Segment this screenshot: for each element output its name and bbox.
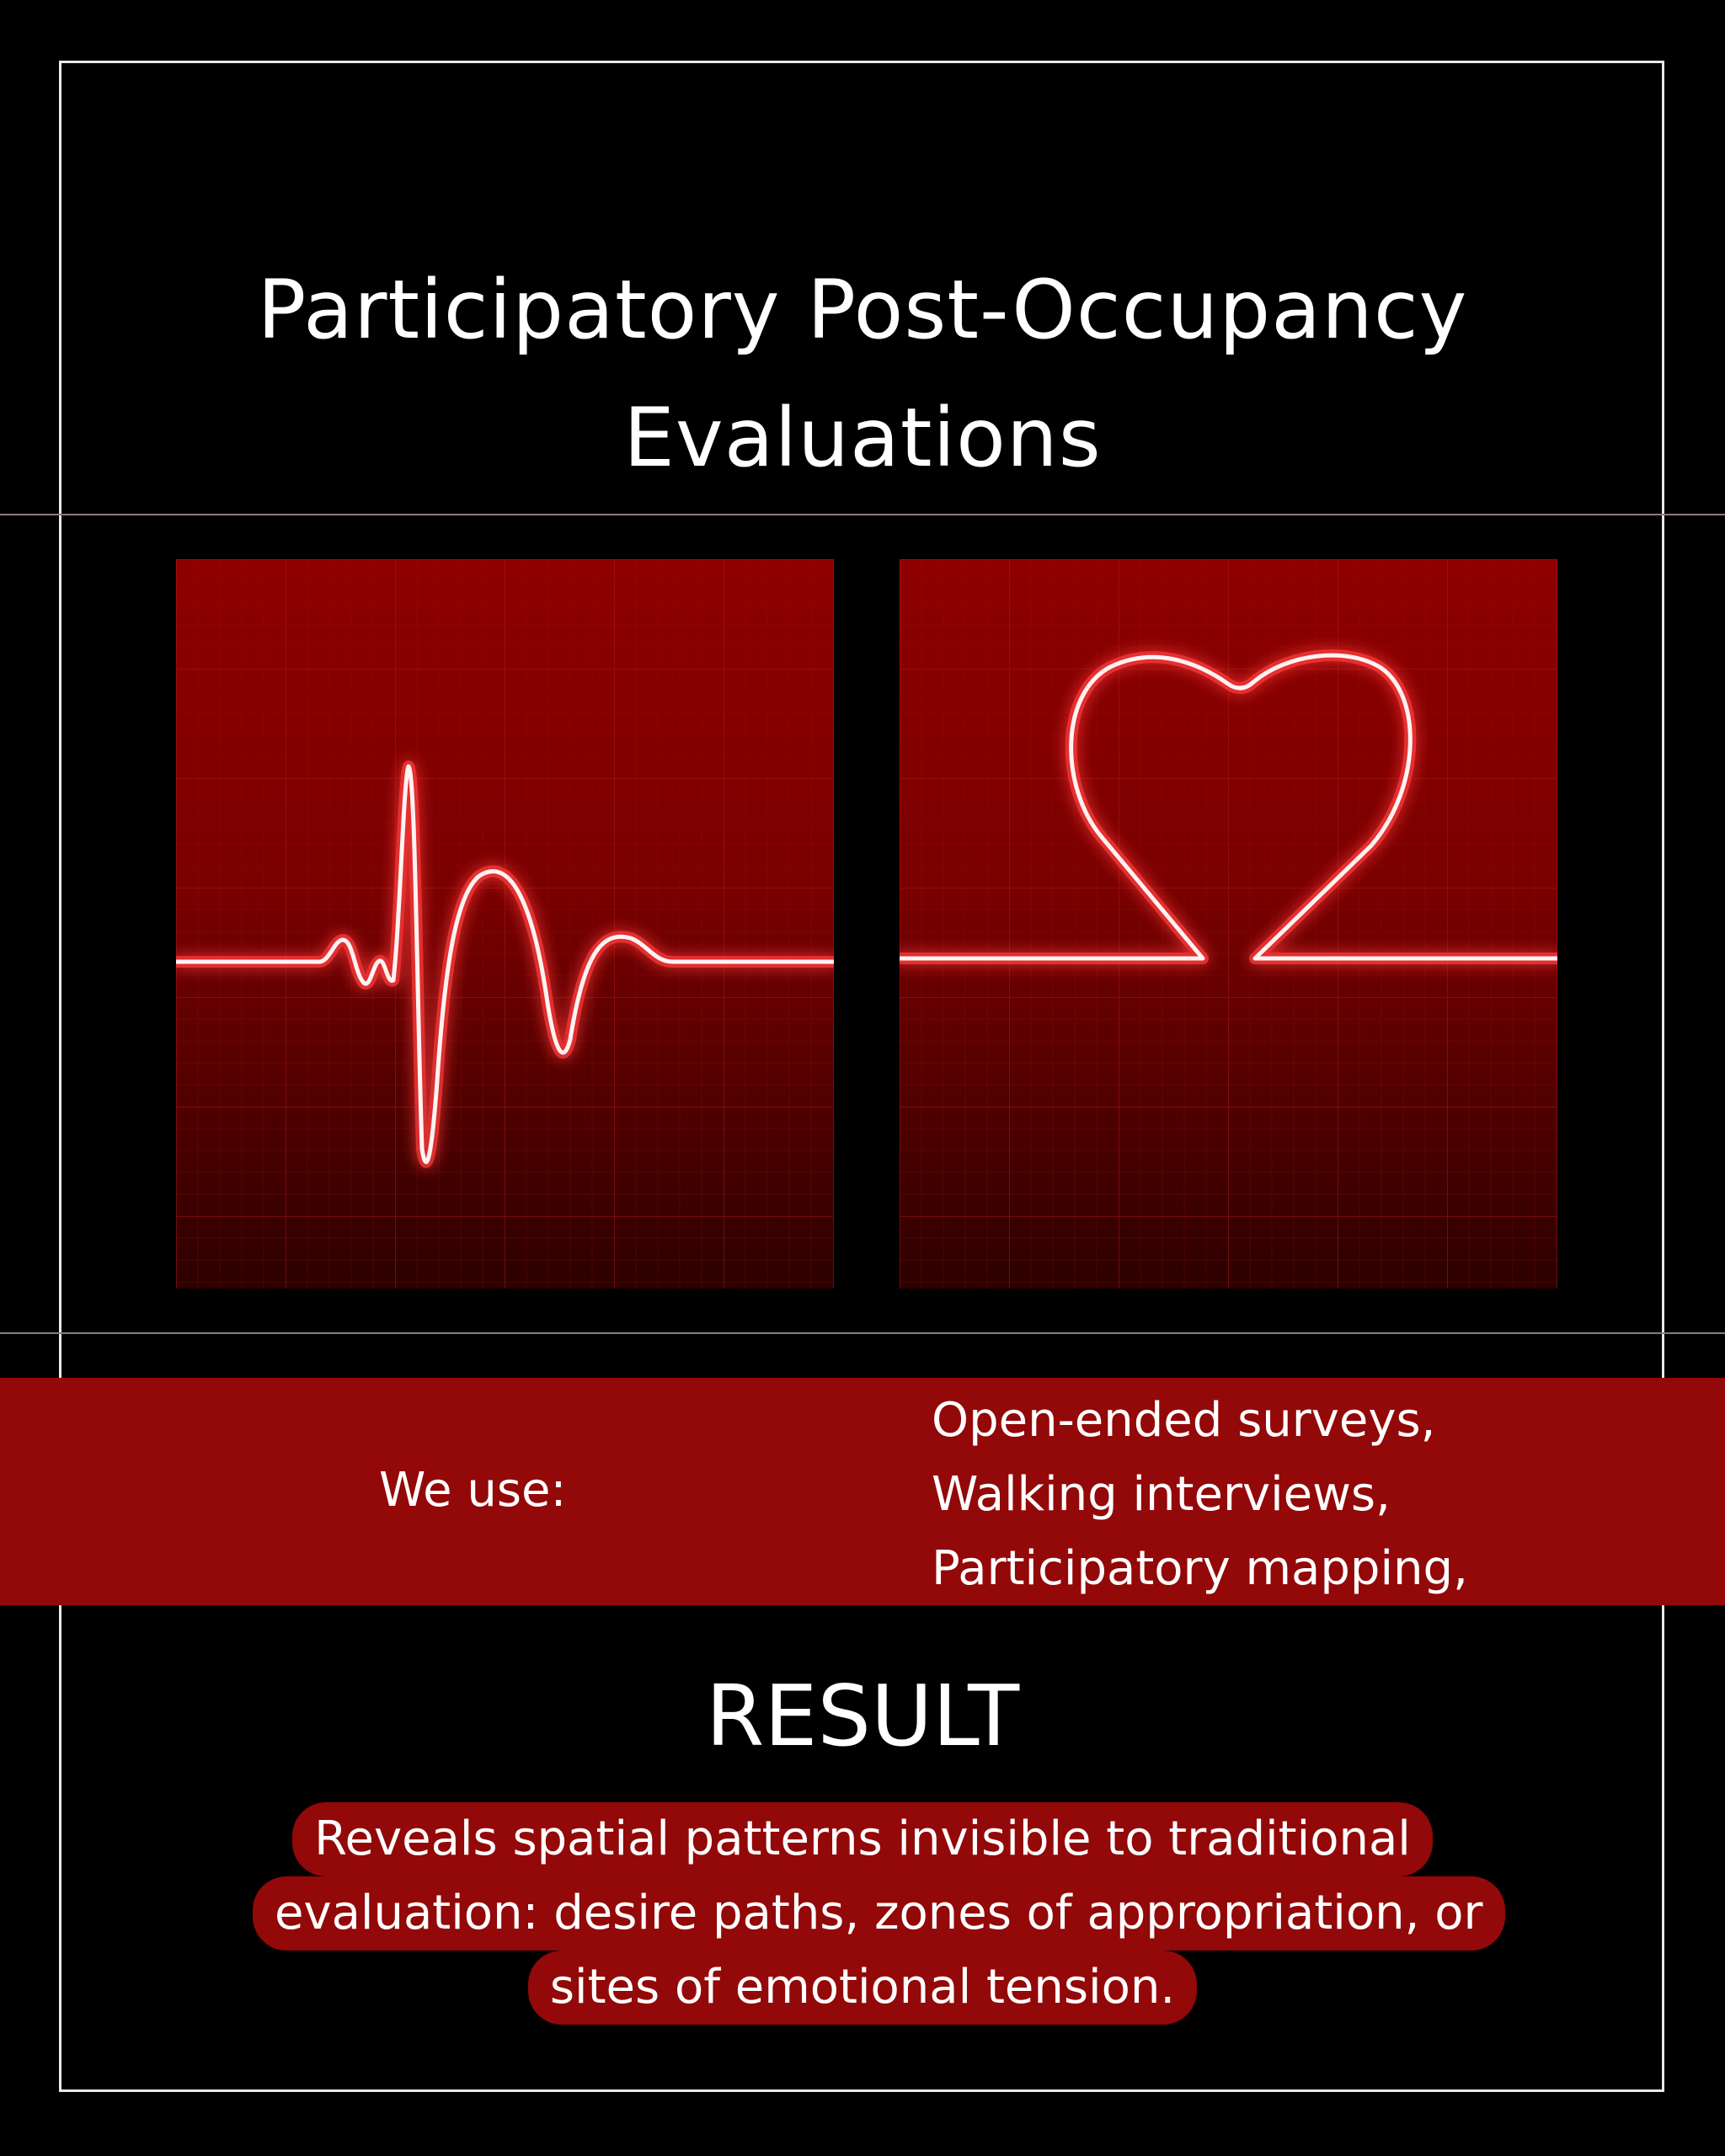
- methods-list: [932, 1384, 1468, 1606]
- bottom-divider: [0, 1332, 1725, 1334]
- heartbeat-image: [176, 559, 834, 1289]
- result-line: evaluation: desire paths, zones of appropriation, or: [253, 1876, 1505, 1951]
- methods-label: We use:: [379, 1463, 567, 1518]
- heartbeat-line-icon: [176, 559, 834, 1289]
- result-heading: RESULT: [705, 1667, 1020, 1765]
- result-line: Reveals spatial patterns invisible to traditional: [292, 1802, 1433, 1876]
- method-item: Walking interviews,: [932, 1467, 1391, 1522]
- method-item: Open-ended surveys,: [932, 1393, 1436, 1448]
- heart-line-image: [900, 559, 1557, 1289]
- result-description: [253, 1802, 1483, 2025]
- method-item: Participatory mapping,: [932, 1541, 1468, 1596]
- title-line-1: Participatory Post-Occupancy: [257, 263, 1468, 358]
- result-line: sites of emotional tension.: [528, 1951, 1197, 2025]
- title-line-2: Evaluations: [623, 391, 1102, 486]
- page-title: [0, 246, 1725, 502]
- heart-outline-icon: [900, 559, 1557, 1289]
- top-divider: [0, 514, 1725, 515]
